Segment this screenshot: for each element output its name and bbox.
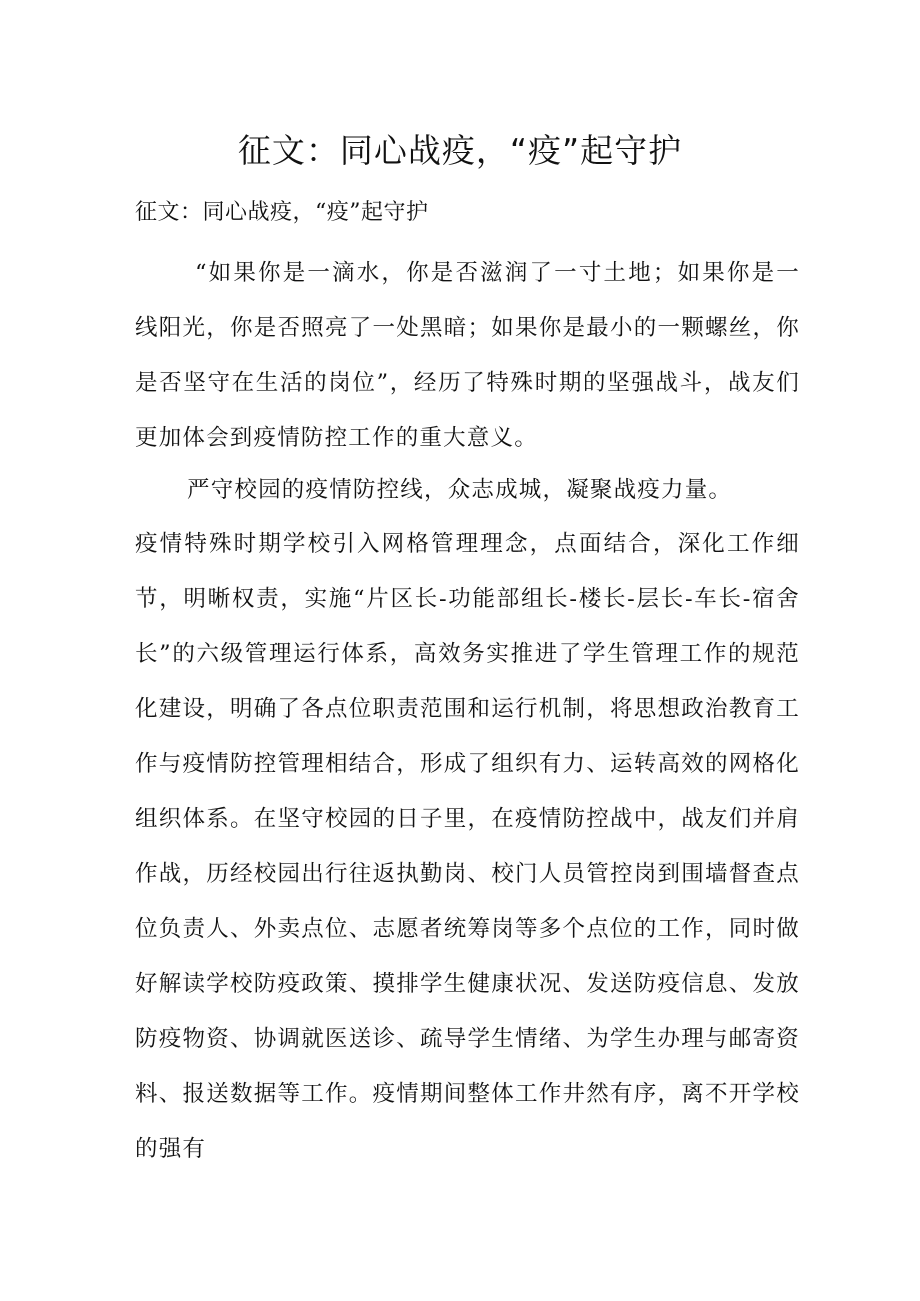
paragraph-heading: 严守校园的疫情防控线，众志成城，凝聚战疫力量。	[187, 477, 733, 503]
paragraph-body: 疫情特殊时期学校引入网格管理理念，点面结合，深化工作细节，明晰权责，实施“片区长-功能部组长-楼长-层长-车长-宿舍长”的六级管理运行体系，高效务实推进了学生管理工作的规范化建设，明确了各点位职责范围和运行机制，将思想政治教育工作与疫情防控管理相结合，形成了组织有力、运转高效的网格化组织体系。在坚守校园的日子里，在疫情防控战中，战友们并肩作战，历经校园出行往返执勤岗、校门人员管控岗到围墙督查点位负责人、外卖点位、志愿者统筹岗等多个点位的工作，同时做好解读学校防疫政策、摸排学生健康状况、发送防疫信息、发放防疫物资、协调就医送诊、疏导学生情绪、为学生办理与邮寄资料、报送数据等工作。疫情期间整体工作井然有序，离不开学校的强有	[135, 531, 800, 1162]
document-title: 征文：同心战疫，“疫”起守护	[237, 131, 683, 170]
paragraph-intro: “如果你是一滴水，你是否滋润了一寸土地；如果你是一线阳光，你是否照亮了一处黑暗；如果你是最小的一颗螺丝，你是否坚守在生活的岗位”，经历了特殊时期的坚强战斗，战友们更加体会到疫情防控工作的重大意义。	[135, 260, 800, 451]
document-subtitle: 征文：同心战疫，“疫”起守护	[135, 200, 429, 225]
